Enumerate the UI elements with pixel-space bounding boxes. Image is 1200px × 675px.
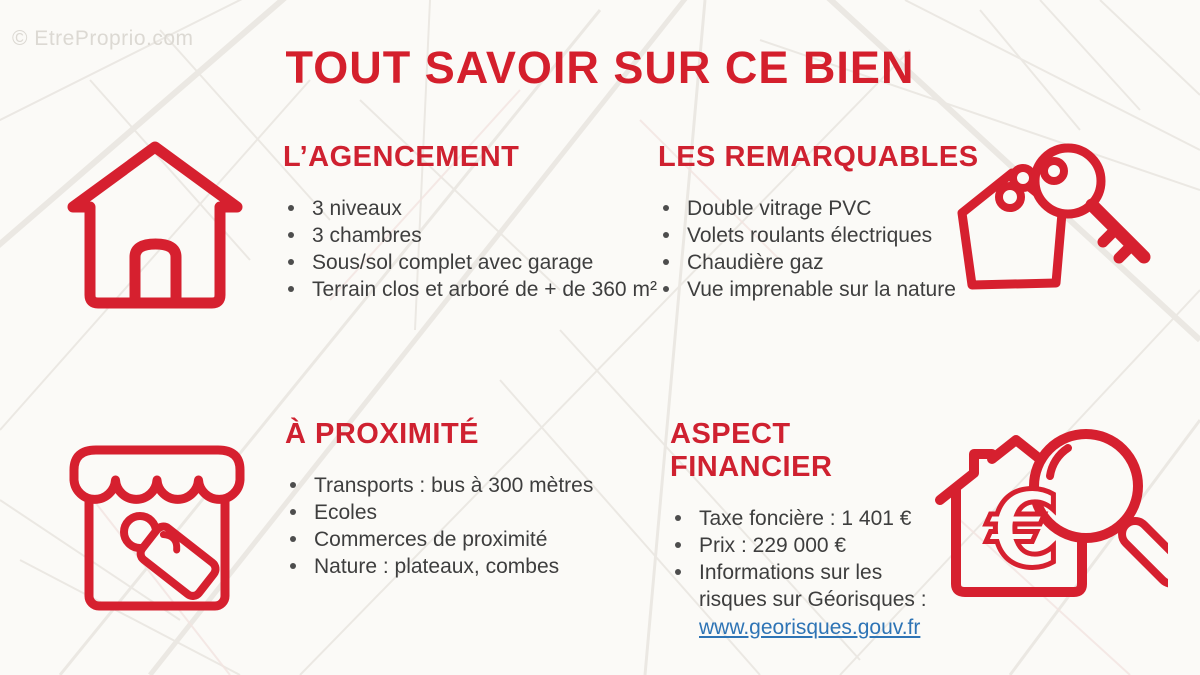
list-item-text: 3 niveaux bbox=[312, 197, 402, 220]
agencement-list bbox=[283, 195, 683, 303]
bullet-dot bbox=[663, 232, 669, 238]
list-item bbox=[285, 499, 615, 526]
bullet-dot bbox=[290, 509, 296, 515]
section-heading-remarquables: LES REMARQUABLES bbox=[658, 141, 979, 173]
georisques-link[interactable]: www.georisques.gouv.fr bbox=[699, 616, 921, 639]
section-heading-financier: ASPECT FINANCIER bbox=[670, 418, 833, 483]
list-item bbox=[285, 472, 615, 499]
list-item-text: Chaudière gaz bbox=[687, 251, 824, 274]
bullet-dot bbox=[290, 482, 296, 488]
bullet-dot bbox=[290, 563, 296, 569]
list-item-text: Taxe foncière : 1 401 € bbox=[699, 507, 912, 530]
shop-icon bbox=[60, 412, 254, 632]
list-item-text: Transports : bus à 300 mètres bbox=[314, 474, 594, 497]
bullet-dot bbox=[663, 205, 669, 211]
section-financier bbox=[670, 418, 948, 641]
bullet-dot bbox=[663, 286, 669, 292]
bullet-dot bbox=[288, 232, 294, 238]
list-item-text bbox=[699, 559, 948, 641]
house-search-euro-icon bbox=[932, 412, 1168, 632]
watermark: © EtreProprio.com bbox=[12, 27, 194, 50]
list-item bbox=[658, 276, 988, 303]
bullet-dot bbox=[288, 205, 294, 211]
bullet-dot bbox=[663, 259, 669, 265]
section-proximite bbox=[285, 418, 615, 580]
list-item-text: Sous/sol complet avec garage bbox=[312, 251, 594, 274]
list-item bbox=[658, 249, 988, 276]
list-item bbox=[670, 532, 948, 559]
list-item bbox=[283, 222, 683, 249]
bullet-dot bbox=[288, 286, 294, 292]
section-remarquables bbox=[658, 141, 988, 303]
list-item-text: Double vitrage PVC bbox=[687, 197, 872, 220]
list-item-text: Vue imprenable sur la nature bbox=[687, 278, 956, 301]
house-icon bbox=[66, 141, 244, 311]
list-item-text: 3 chambres bbox=[312, 224, 422, 247]
bullet-dot bbox=[675, 515, 681, 521]
list-item bbox=[285, 553, 615, 580]
list-item bbox=[658, 222, 988, 249]
financier-list bbox=[670, 505, 948, 641]
list-item bbox=[670, 505, 948, 532]
proximite-list bbox=[285, 472, 615, 580]
bullet-dot bbox=[675, 569, 681, 575]
remarquables-list bbox=[658, 195, 988, 303]
svg-text:€: € bbox=[988, 469, 1061, 591]
section-heading-agencement: L’AGENCEMENT bbox=[283, 141, 520, 173]
list-item-text: Ecoles bbox=[314, 501, 378, 524]
list-item bbox=[285, 526, 615, 553]
list-item bbox=[658, 195, 988, 222]
list-item-text: Prix : 229 000 € bbox=[699, 534, 847, 557]
list-item bbox=[670, 559, 948, 641]
bullet-dot bbox=[675, 542, 681, 548]
page-title: TOUT SAVOIR SUR CE BIEN bbox=[285, 42, 915, 93]
bullet-dot bbox=[288, 259, 294, 265]
list-item-text: Nature : plateaux, combes bbox=[314, 555, 560, 578]
section-heading-proximite: À PROXIMITÉ bbox=[285, 418, 480, 450]
list-item bbox=[283, 249, 683, 276]
list-item-text: Terrain clos et arboré de + de 360 m² bbox=[312, 278, 657, 301]
list-item-text: Volets roulants électriques bbox=[687, 224, 933, 247]
list-item bbox=[283, 276, 683, 303]
list-item bbox=[283, 195, 683, 222]
list-item-text: Commerces de proximité bbox=[314, 528, 548, 551]
risques-text: Informations sur les risques sur Géorisques : bbox=[699, 561, 927, 611]
bullet-dot bbox=[290, 536, 296, 542]
section-agencement bbox=[283, 141, 683, 303]
